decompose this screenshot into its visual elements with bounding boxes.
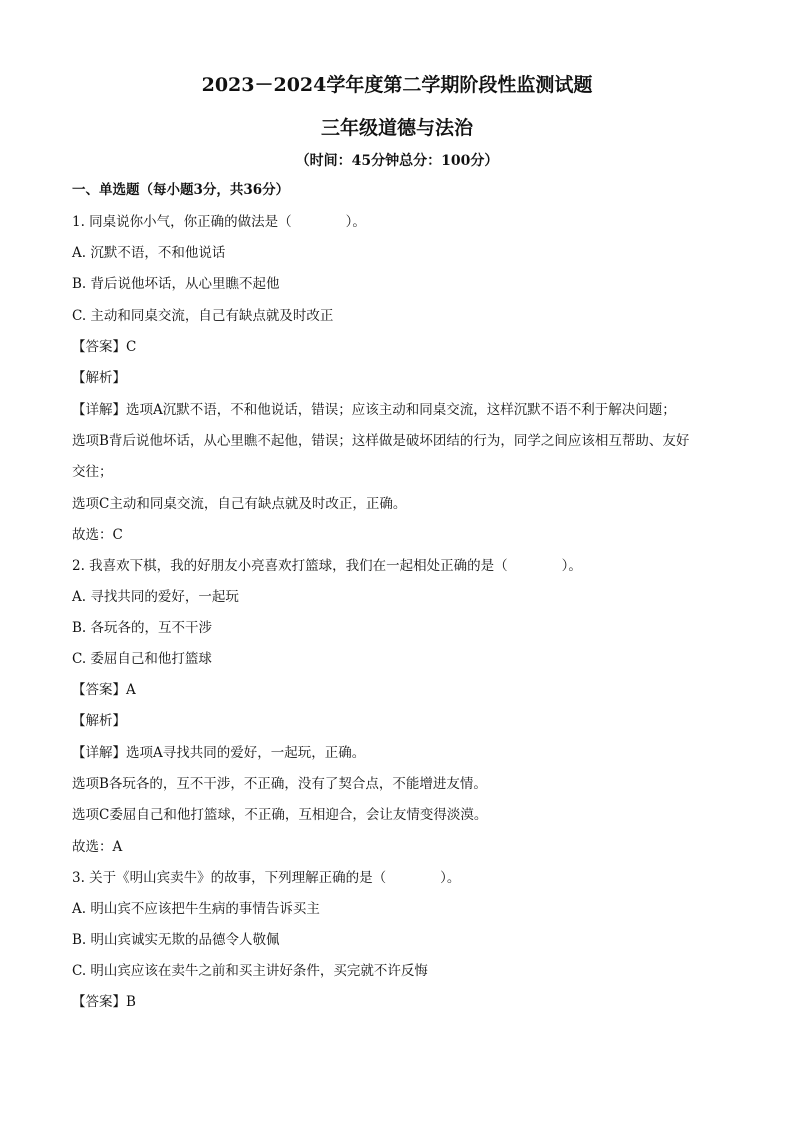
- question-2-answer: 【答案】A: [72, 682, 136, 698]
- question-2-detail-line: 选项B各玩各的，互不干涉，不正确，没有了契合点，不能增进友情。: [72, 776, 487, 792]
- question-1-choice: 故选：C: [72, 527, 123, 543]
- exam-title: 2023－2024学年度第二学期阶段性监测试题: [201, 74, 593, 96]
- question-1-option-b: B. 背后说他坏话，从心里瞧不起他: [72, 276, 280, 292]
- section-heading: 一、单选题（每小题3分，共36分）: [72, 182, 290, 198]
- question-2-option-b: B. 各玩各的，互不干涉: [72, 620, 213, 636]
- question-1-answer: 【答案】C: [72, 339, 137, 355]
- exam-subject: 三年级道德与法治: [320, 117, 473, 139]
- question-2-option-a: A. 寻找共同的爱好，一起玩: [72, 589, 239, 605]
- question-1-analysis: 【解析】: [72, 370, 126, 386]
- question-2-detail-line: 选项C委屈自己和他打篮球，不正确，互相迎合，会让友情变得淡漠。: [72, 807, 488, 823]
- question-3-option-a: A. 明山宾不应该把牛生病的事情告诉买主: [72, 901, 320, 917]
- question-3-option-c: C. 明山宾应该在卖牛之前和买主讲好条件，买完就不许反悔: [72, 963, 428, 979]
- question-1-stem: 1. 同桌说你小气，你正确的做法是（ ）。: [72, 214, 366, 230]
- question-1-detail-line: 选项B背后说他坏话，从心里瞧不起他，错误；这样做是破坏团结的行为，同学之间应该相互帮助、友好: [72, 433, 690, 449]
- question-2-stem: 2. 我喜欢下棋，我的好朋友小亮喜欢打篮球，我们在一起相处正确的是（ ）。: [72, 558, 582, 574]
- question-3-answer: 【答案】B: [72, 994, 136, 1010]
- question-3-option-b: B. 明山宾诚实无欺的品德令人敬佩: [72, 932, 280, 948]
- question-1-detail-line: 交往；: [72, 464, 113, 480]
- question-1-option-a: A. 沉默不语，不和他说话: [72, 245, 226, 261]
- question-1-detail-line: 【详解】选项A沉默不语，不和他说话，错误；应该主动和同桌交流，这样沉默不语不利于解决问题；: [72, 402, 676, 418]
- question-1-detail-line: 选项C主动和同桌交流，自己有缺点就及时改正，正确。: [72, 496, 407, 512]
- question-2-analysis: 【解析】: [72, 713, 126, 729]
- question-2-option-c: C. 委屈自己和他打篮球: [72, 651, 212, 667]
- question-1-option-c: C. 主动和同桌交流，自己有缺点就及时改正: [72, 308, 334, 324]
- question-2-detail-line: 【详解】选项A寻找共同的爱好，一起玩，正确。: [72, 745, 366, 761]
- exam-info: （时间：45分钟总分：100分）: [295, 153, 499, 169]
- question-2-choice: 故选：A: [72, 839, 123, 855]
- question-3-stem: 3. 关于《明山宾卖牛》的故事，下列理解正确的是（ ）。: [72, 870, 461, 886]
